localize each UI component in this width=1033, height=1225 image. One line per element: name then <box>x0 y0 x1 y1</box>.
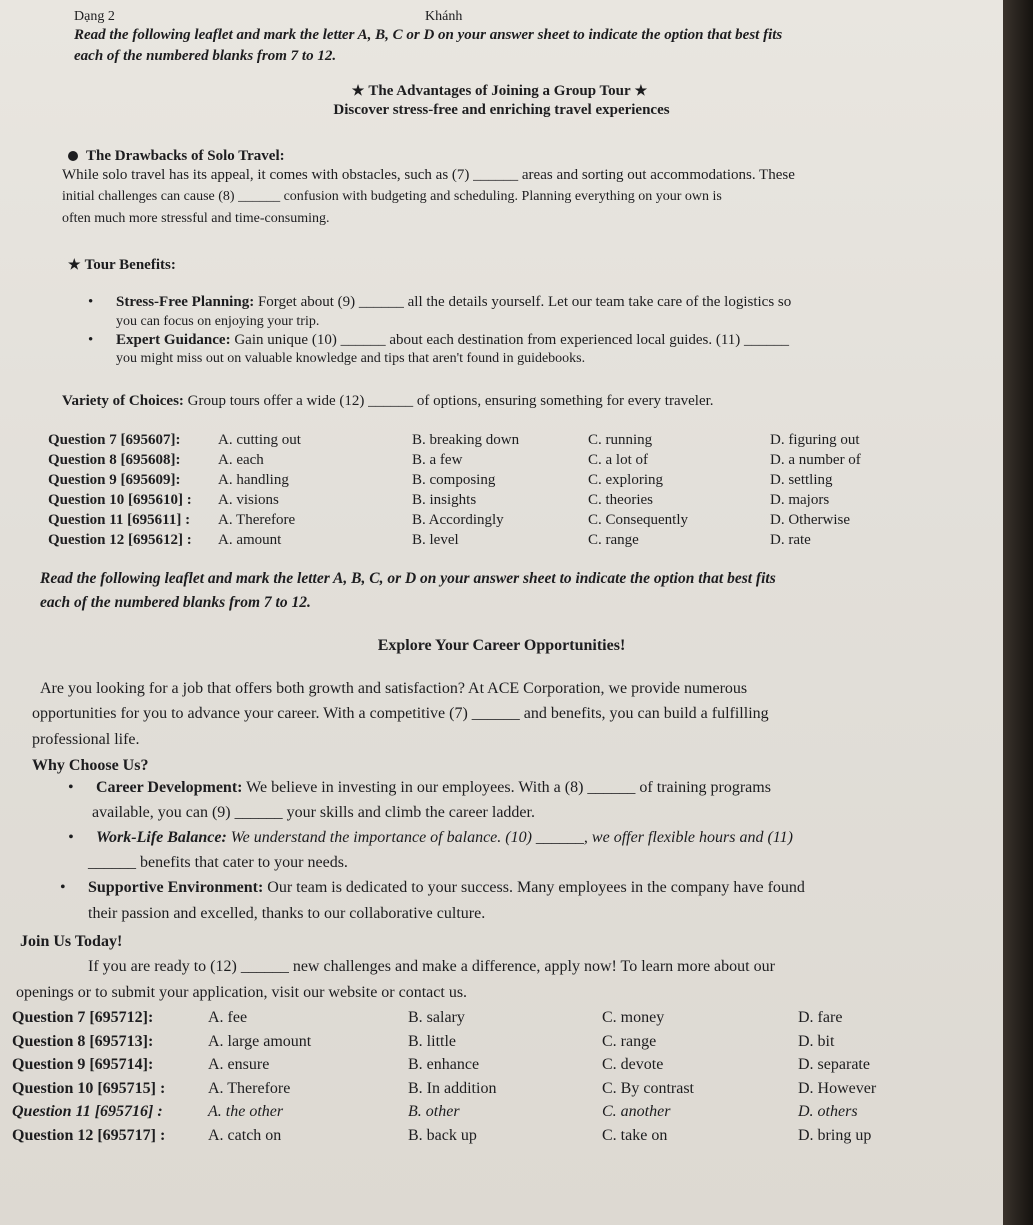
join-line2: openings or to submit your application, visit our website or contact us. <box>16 984 468 1001</box>
why-heading: Why Choose Us? <box>32 757 149 774</box>
question-row <box>0 512 1003 532</box>
option-d[interactable]: D. Otherwise <box>770 512 850 528</box>
option-c[interactable]: C. take on <box>602 1126 668 1144</box>
star-icon: ★ <box>68 258 81 273</box>
drawbacks-line2: initial challenges can cause (8) ______ confusion with budgeting and scheduling. Planning everything on your own is <box>62 189 722 204</box>
variety-text: Group tours offer a wide (12) ______ of options, ensuring something for every traveler. <box>183 393 714 409</box>
option-a[interactable]: A. cutting out <box>218 432 301 448</box>
drawbacks-line3: often much more stressful and time-consuming. <box>62 211 330 226</box>
option-c[interactable]: C. By contrast <box>602 1079 694 1097</box>
header-left: Dạng 2 <box>74 9 115 24</box>
part2-intro-line1: Are you looking for a job that offers both growth and satisfaction? At ACE Corporation, we provide numerous <box>40 680 748 697</box>
question-row <box>0 432 1003 452</box>
question-label: Question 9 [695609]: <box>48 472 181 488</box>
option-a[interactable]: A. Therefore <box>218 512 296 528</box>
career-development-text: We believe in investing in our employees. With a (8) ______ of training programs <box>242 779 771 796</box>
benefits-heading <box>68 255 176 276</box>
career-bullet-balance <box>96 828 793 848</box>
option-c[interactable]: C. range <box>602 1032 657 1050</box>
desk-shadow-edge <box>1003 0 1033 1225</box>
supportive-environment-text: Our team is dedicated to your success. Many employees in the company have found <box>263 879 805 896</box>
drawbacks-line1: While solo travel has its appeal, it comes with obstacles, such as (7) ______ areas and sorting out accommodations. These <box>62 167 795 183</box>
part1-instruction-line2: each of the numbered blanks from 7 to 12. <box>74 48 337 64</box>
option-c[interactable]: C. devote <box>602 1056 664 1073</box>
question-label: Question 8 [695608]: <box>48 452 181 468</box>
part1-title <box>0 83 1003 100</box>
benefit-guidance-label: Expert Guidance: <box>116 332 231 348</box>
option-c[interactable]: C. a lot of <box>588 452 648 468</box>
option-c[interactable]: C. Consequently <box>588 512 688 528</box>
option-c[interactable]: C. money <box>602 1009 665 1026</box>
option-d[interactable]: D. others <box>798 1103 858 1120</box>
option-b[interactable]: B. breaking down <box>412 432 520 448</box>
question-row <box>0 1033 1003 1057</box>
drawbacks-heading-text: The Drawbacks of Solo Travel: <box>86 148 285 164</box>
benefit-guidance-text: Gain unique (10) ______ about each destination from experienced local guides. (11) ______ <box>230 332 790 348</box>
part2-instruction-line2: each of the numbered blanks from 7 to 12. <box>40 594 311 611</box>
option-d[interactable]: D. rate <box>770 532 811 548</box>
part1-subtitle: Discover stress-free and enriching travel experiences <box>333 102 670 118</box>
option-d[interactable]: D. majors <box>770 492 830 508</box>
drawbacks-heading <box>68 146 285 166</box>
option-d[interactable]: D. bring up <box>798 1126 872 1144</box>
part2-intro-line3: professional life. <box>32 731 140 748</box>
question-label: Question 11 [695716] : <box>12 1103 163 1120</box>
option-b[interactable]: B. level <box>412 532 459 548</box>
option-b[interactable]: B. composing <box>412 472 496 488</box>
header-center: Khánh <box>425 9 463 24</box>
part1-instruction-line1: Read the following leaflet and mark the letter A, B, C or D on your answer sheet to indicate the option that best fits <box>74 27 783 43</box>
star-icon: ★ <box>351 84 365 99</box>
option-b[interactable]: B. other <box>408 1103 460 1120</box>
question-row <box>0 1127 1003 1151</box>
option-b[interactable]: B. a few <box>412 452 463 468</box>
supportive-environment-label: Supportive Environment: <box>88 879 264 896</box>
option-c[interactable]: C. another <box>602 1103 671 1120</box>
option-c[interactable]: C. theories <box>588 492 653 508</box>
option-c[interactable]: C. exploring <box>588 472 663 488</box>
option-a[interactable]: A. fee <box>208 1009 248 1026</box>
question-row <box>0 1103 1003 1127</box>
career-bullet-environment <box>88 878 805 898</box>
career-development-label: Career Development: <box>96 779 243 796</box>
option-a[interactable]: A. handling <box>218 472 289 488</box>
question-row <box>0 472 1003 492</box>
option-b[interactable]: B. little <box>408 1032 456 1050</box>
question-row <box>0 532 1003 552</box>
option-a[interactable]: A. catch on <box>208 1126 282 1144</box>
bullet-dot-icon <box>68 151 78 161</box>
option-a[interactable]: A. the other <box>208 1103 284 1120</box>
benefits-heading-text: Tour Benefits: <box>84 257 176 273</box>
option-d[interactable]: D. bit <box>798 1032 835 1050</box>
question-row <box>0 492 1003 512</box>
option-d[interactable]: D. a number of <box>770 452 861 468</box>
work-life-balance-text: We understand the importance of balance. (10) ______, we offer flexible hours and (11) <box>226 829 793 846</box>
part2-intro-line2: opportunities for you to advance your career. With a competitive (7) ______ and benefits, you can build a fulfilling <box>32 705 769 722</box>
benefit-planning-text: Forget about (9) ______ all the details yourself. Let our team take care of the logistics so <box>254 294 792 310</box>
option-b[interactable]: B. insights <box>412 492 477 508</box>
option-c[interactable]: C. running <box>588 432 653 448</box>
option-a[interactable]: A. ensure <box>208 1056 270 1073</box>
option-a[interactable]: A. large amount <box>208 1032 312 1050</box>
option-d[interactable]: D. figuring out <box>770 432 860 448</box>
question-label: Question 9 [695714]: <box>12 1056 154 1073</box>
question-label: Question 11 [695611] : <box>48 512 191 528</box>
option-d[interactable]: D. settling <box>770 472 833 488</box>
variety-label: Variety of Choices: <box>62 393 184 409</box>
star-icon: ★ <box>634 84 648 99</box>
career-bullet-development <box>96 778 771 798</box>
join-line1: If you are ready to (12) ______ new challenges and make a difference, apply now! To learn more about our <box>88 958 775 975</box>
career-development-line2: available, you can (9) ______ your skills and climb the career ladder. <box>92 804 535 821</box>
supportive-environment-line2: their passion and excelled, thanks to our collaborative culture. <box>88 905 486 922</box>
question-row <box>0 452 1003 472</box>
option-a[interactable]: A. each <box>218 452 264 468</box>
benefit-bullet-planning <box>116 292 791 312</box>
option-d[interactable]: D. fare <box>798 1009 843 1026</box>
option-d[interactable]: D. separate <box>798 1056 870 1073</box>
option-b[interactable]: B. Accordingly <box>412 512 504 528</box>
option-b[interactable]: B. In addition <box>408 1079 497 1097</box>
work-life-balance-line2: ______ benefits that cater to your needs. <box>88 854 348 871</box>
variety-line <box>62 391 714 411</box>
join-heading: Join Us Today! <box>20 933 123 950</box>
option-d[interactable]: D. However <box>798 1079 877 1097</box>
benefit-planning-line2: you can focus on enjoying your trip. <box>116 314 320 329</box>
option-a[interactable]: A. Therefore <box>208 1079 291 1097</box>
benefit-guidance-line2: you might miss out on valuable knowledge and tips that aren't found in guidebooks. <box>116 351 586 366</box>
option-b[interactable]: B. enhance <box>408 1056 480 1073</box>
option-b[interactable]: B. salary <box>408 1009 465 1026</box>
part2-title: Explore Your Career Opportunities! <box>377 637 626 654</box>
benefit-planning-label: Stress-Free Planning: <box>116 294 255 310</box>
question-label: Question 7 [695712]: <box>12 1009 154 1026</box>
option-c[interactable]: C. range <box>588 532 639 548</box>
question-label: Question 7 [695607]: <box>48 432 181 448</box>
question-row <box>0 1080 1003 1104</box>
option-a[interactable]: A. amount <box>218 532 282 548</box>
question-label: Question 12 [695717] : <box>12 1126 166 1144</box>
question-label: Question 10 [695610] : <box>48 492 192 508</box>
work-life-balance-label: Work-Life Balance: <box>96 829 227 846</box>
question-row <box>0 1009 1003 1033</box>
question-label: Question 10 [695715] : <box>12 1079 166 1097</box>
question-label: Question 12 [695612] : <box>48 532 192 548</box>
part1-title-text: The Advantages of Joining a Group Tour <box>368 83 631 99</box>
question-label: Question 8 [695713]: <box>12 1032 154 1050</box>
question-row <box>0 1056 1003 1080</box>
option-b[interactable]: B. back up <box>408 1126 477 1144</box>
part2-instruction-line1: Read the following leaflet and mark the letter A, B, C, or D on your answer sheet to indicate the option that best fits <box>40 570 776 587</box>
benefit-bullet-guidance <box>116 330 789 350</box>
option-a[interactable]: A. visions <box>218 492 279 508</box>
